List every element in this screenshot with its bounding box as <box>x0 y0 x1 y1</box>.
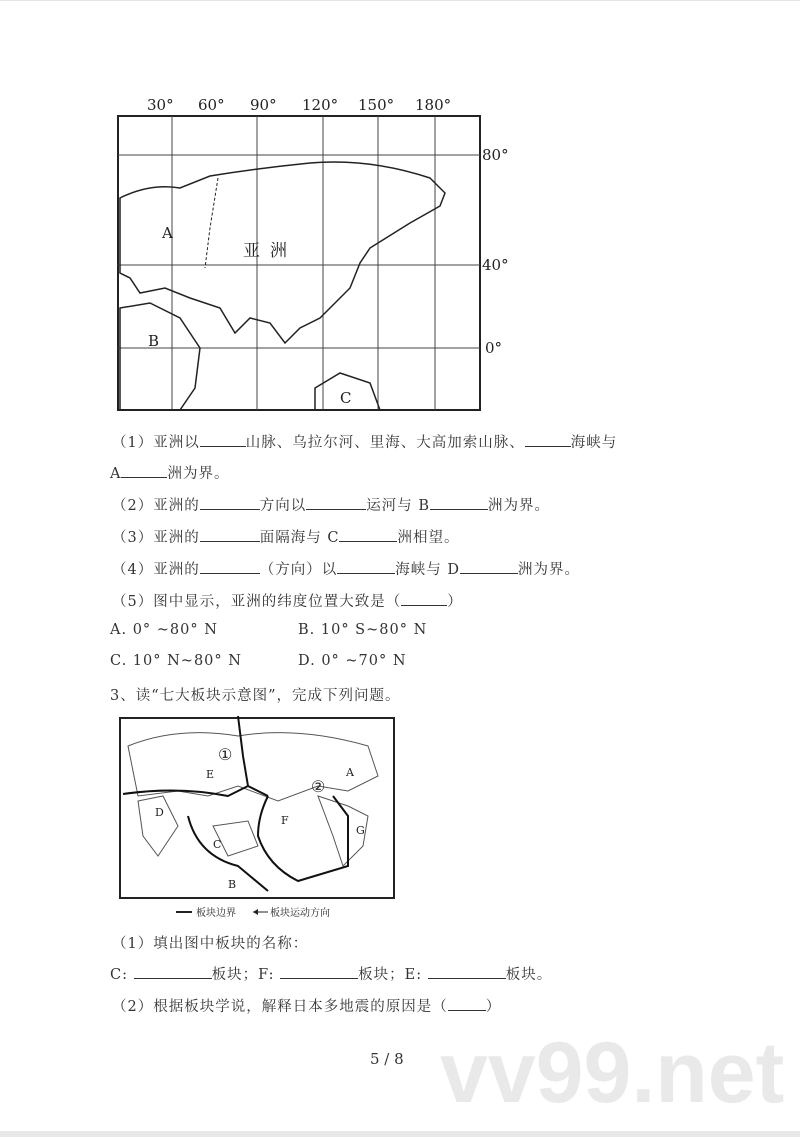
lon-label: 30° <box>147 96 174 114</box>
plate-letter: A <box>346 766 354 779</box>
lat-label: 80° <box>482 146 509 164</box>
plates-map <box>118 716 398 921</box>
question-line: （1）填出图中板块的名称： <box>112 936 309 952</box>
lon-label: 90° <box>250 96 277 114</box>
circle-label: ① <box>218 745 233 764</box>
question-line: C: 板块；F: 板块；E: 板块。 <box>110 963 552 984</box>
question-line: A 洲为界。 <box>110 462 229 483</box>
plate-letter: D <box>155 806 164 819</box>
asia-map <box>110 88 520 413</box>
circle-label: ② <box>311 777 326 796</box>
question-line: （2）亚洲的 方向以 运河与 B 洲为界。 <box>112 494 550 515</box>
watermark: vv99.net <box>440 1025 785 1121</box>
top-divider <box>0 0 800 1</box>
lon-label: 60° <box>198 96 225 114</box>
question-line: （5）图中显示，亚洲的纬度位置大致是（ ） <box>112 590 463 611</box>
lon-label: 180° <box>415 96 452 114</box>
letter-c: C <box>340 389 352 407</box>
question-line: （1）亚洲以 山脉、乌拉尔河、里海、大高加索山脉、 海峡与 <box>112 431 617 452</box>
page-number: 5 / 8 <box>370 1050 404 1068</box>
plate-letter: F <box>281 814 289 827</box>
option-b: B. 10° S~80° N <box>298 622 428 638</box>
question-line: （3）亚洲的 面隔海与 C 洲相望。 <box>112 526 459 547</box>
lon-label: 150° <box>358 96 395 114</box>
continent-label: 亚洲 <box>243 241 297 261</box>
lat-label: 0° <box>485 339 503 357</box>
question-line: （4）亚洲的 （方向）以 海峡与 D 洲为界。 <box>112 558 580 579</box>
plate-letter: E <box>206 768 215 781</box>
lon-label: 120° <box>302 96 339 114</box>
letter-a: A <box>162 224 173 242</box>
legend-boundary: 板块边界 <box>196 908 236 919</box>
question-title: 3、读“七大板块示意图”，完成下列问题。 <box>110 688 401 704</box>
plate-letter: G <box>356 824 365 837</box>
plate-letter: B <box>228 878 237 891</box>
lat-label: 40° <box>482 256 509 274</box>
plate-letter: C <box>213 838 222 851</box>
letter-b: B <box>148 332 160 350</box>
option-c: C. 10° N~80° N <box>110 653 242 669</box>
question-line: （2）根据板块学说，解释日本多地震的原因是（ ） <box>112 995 501 1016</box>
option-a: A. 0° ~80° N <box>110 622 218 638</box>
option-d: D. 0° ~70° N <box>298 653 407 669</box>
bottom-bar <box>0 1131 800 1137</box>
legend-direction: 板块运动方向 <box>270 908 330 919</box>
